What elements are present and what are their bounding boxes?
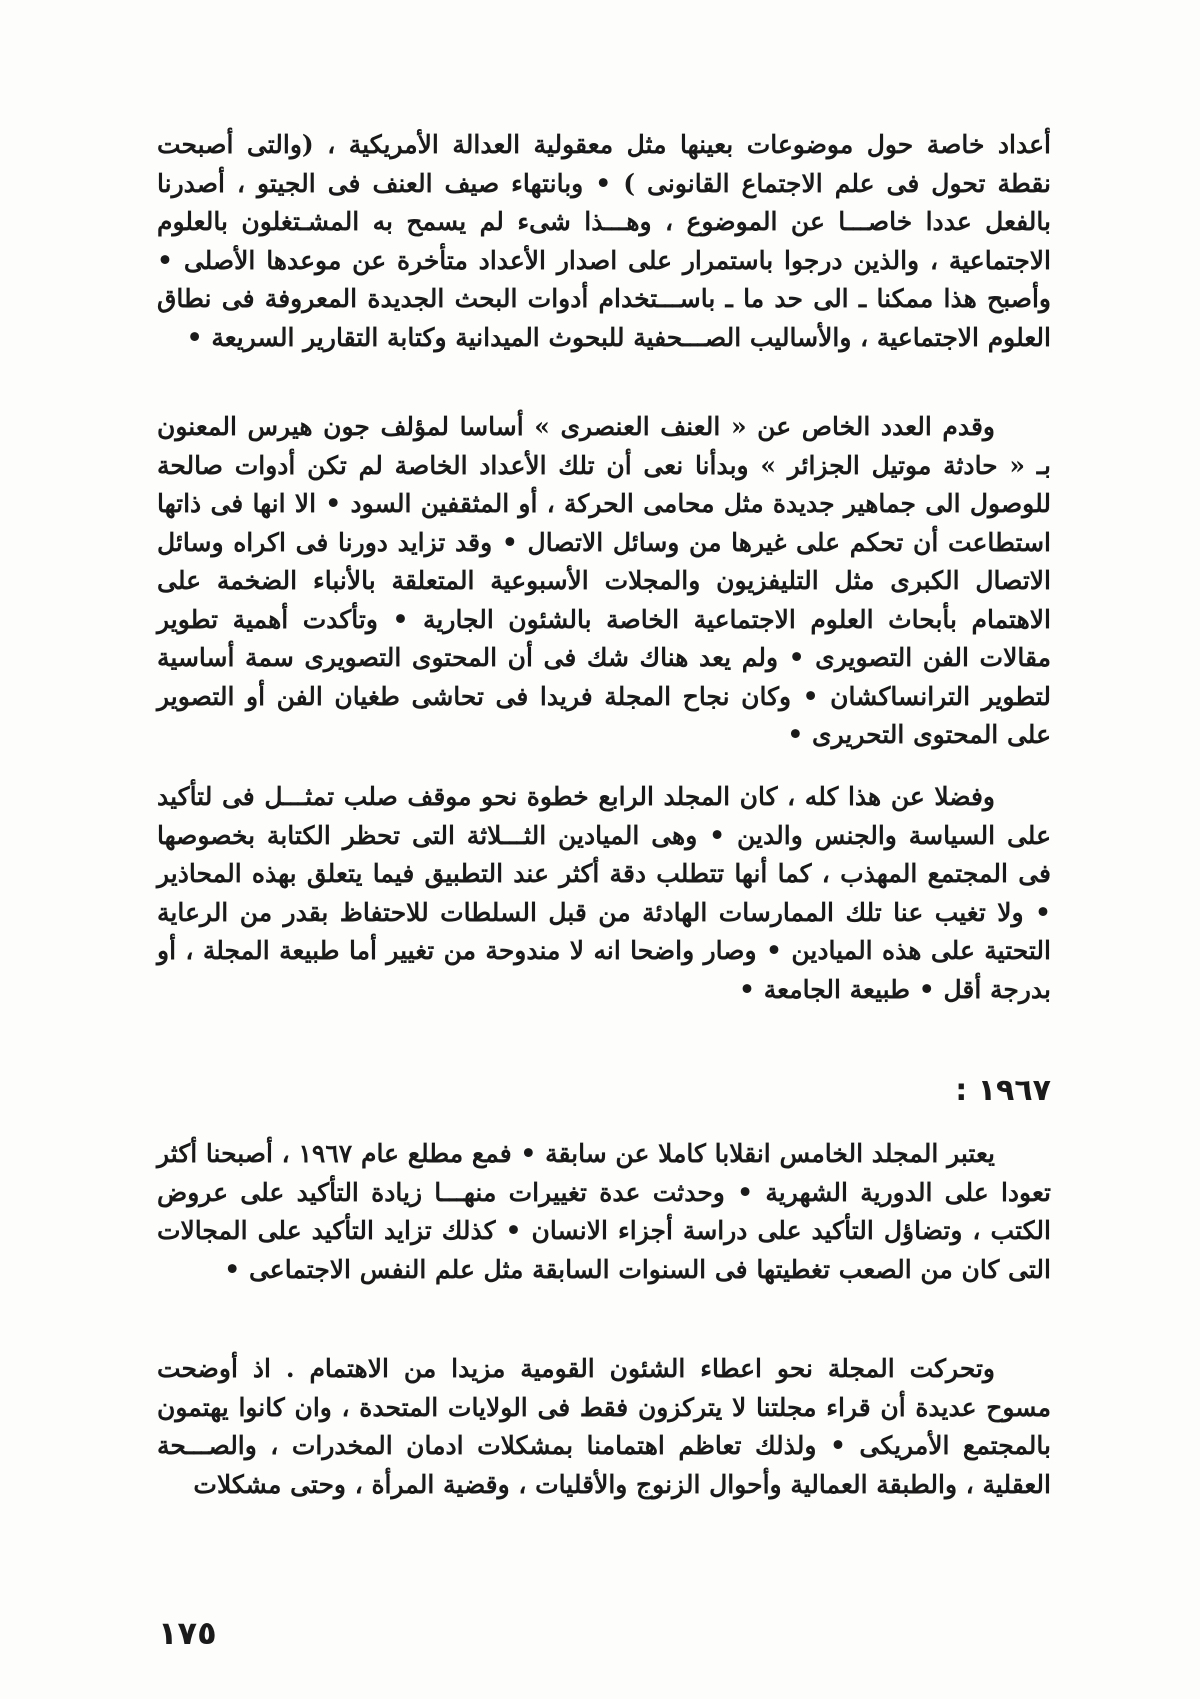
section-heading-year: ١٩٦٧ : <box>955 1073 1051 1108</box>
paragraph-1 <box>157 126 1051 385</box>
paragraph-text: وقدم العدد الخاص عن « العنف العنصرى » أساسا لمؤلف جون هيرس المعنون بـ « حادثة موتيل الجزائر » وبدأنا نعى أن تلك الأعداد الخاصة لم تكن أدوات صالحة للوصول الى جماهير جديدة مثل محامى الحركة ، أو المثقفين السود • الا انها فى ذاتها استطاعت أن تحكم على غيرها من وسائل الاتصال • وقد تزايد دورنا فى اكراه وسائل الاتصال الكبرى مثل التليفزيون والمجلات الأسبوعية المتعلقة بالأنباء الضخمة على الاهتمام بأبحاث العلوم الاجتماعية الخاصة بالشئون الجارية • وتأكدت أهمية تطوير مقالات الفن التصويرى • ولم يعد هناك شك فى أن المحتوى التصويرى سمة أساسية لتطوير الترانساكشان • وكان نجاح المجلة فريدا فى تحاشى طغيان الفن أو التصوير على المحتوى التحريرى • <box>157 412 1051 749</box>
paragraph-text: يعتبر المجلد الخامس انقلابا كاملا عن سابقة • فمع مطلع عام ١٩٦٧ ، أصبحنا أكثر تعودا على الدورية الشهرية • وحدثت عدة تغييرات منهـــا زيادة التأكيد على عروض الكتب ، وتضاؤل التأكيد على دراسة أجزاء الانسان • كذلك تزايد التأكيد على المجالات التى كان من الصعب تغطيتها فى السنوات السابقة مثل علم النفس الاجتماعى • <box>157 1139 1051 1284</box>
paragraph-3 <box>157 778 1051 1037</box>
paragraph-text: وفضلا عن هذا كله ، كان المجلد الرابع خطوة نحو موقف صلب تمثـــل فى لتأكيد على السياسة والجنس والدين • وهى الميادين الثـــلاثة التى تحظر الكتابة بخصوصها فى المجتمع المهذب ، كما أنها تتطلب دقة أكثر عند التطبيق فيما يتعلق بهذه المحاذير • ولا تغيب عنا تلك الممارسات الهادئة من قبل السلطات للاحتفاظ بقدر من الرعاية التحتية على هذه الميادين • وصار واضحا انه لا مندوحة من تغيير أما طبيعة المجلة ، أو بدرجة أقل • طبيعة الجامعة • <box>157 782 1051 1004</box>
paragraph-text: أعداد خاصة حول موضوعات بعينها مثل معقولية العدالة الأمريكية ، (والتى أصبحت نقطة تحول فى علم الاجتماع القانونى ) • وبانتهاء صيف العنف فى الجيتو ، أصدرنا بالفعل عددا خاصـــا عن الموضوع ، وهـــذا شىء لم يسمح به المشـتغلون بالعلوم الاجتماعية ، والذين درجوا باستمرار على اصدار الأعداد متأخرة عن موعدها الأصلى • وأصبح هذا ممكنا ـ الى حد ما ـ باســـتخدام أدوات البحث الجديدة المعروفة فى نطاق العلوم الاجتماعية ، والأساليب الصـــحفية للبحوث الميدانية وكتابة التقارير السريعة • <box>157 130 1051 352</box>
paragraph-4 <box>157 1135 1051 1317</box>
paragraph-5 <box>157 1350 1051 1532</box>
page-number: ١٧٥ <box>158 1614 217 1652</box>
paragraph-text: وتحركت المجلة نحو اعطاء الشئون القومية مزيدا من الاهتمام . اذ أوضحت مسوح عديدة أن قراء مجلتنا لا يتركزون فقط فى الولايات المتحدة ، وان كانوا يهتمون بالمجتمع الأمريكى • ولذلك تعاظم اهتمامنا بمشكلات ادمان المخدرات ، والصـــحة العقلية ، والطبقة العمالية وأحوال الزنوج والأقليات ، وقضية المرأة ، وحتى مشكلات <box>157 1354 1051 1499</box>
paragraph-2 <box>157 408 1051 783</box>
